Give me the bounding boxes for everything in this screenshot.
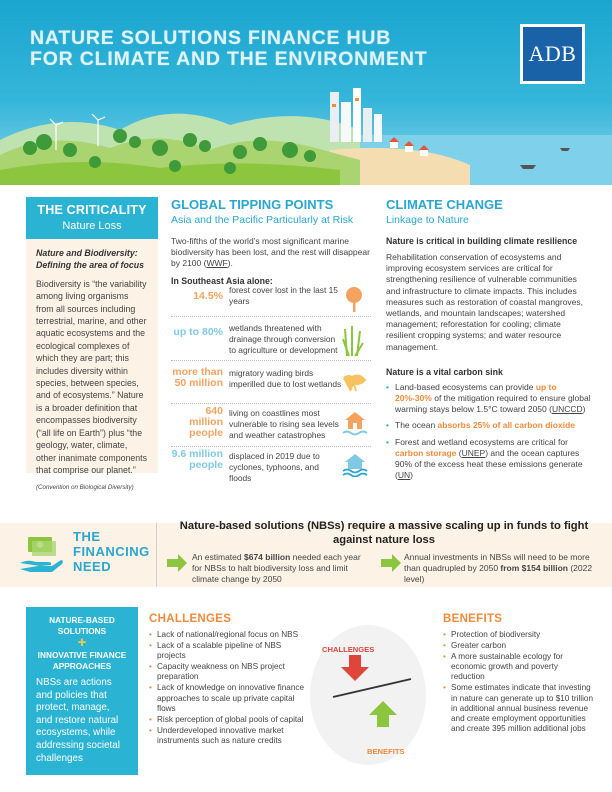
financing-left-text: An estimated $674 billion needed each year for NBSs to halt biodiversity loss and limit climate change by 2050 — [192, 552, 361, 584]
reeds-icon — [341, 325, 365, 357]
tipping-intro: Two-fifths of the world’s most significant marine biodiversity has been lost, and the rest will disappear by 2100 (WWF). — [171, 236, 370, 268]
carbon-item: • The ocean absorbs 25% of all carbon dioxide — [386, 420, 592, 431]
tipping-title: GLOBAL TIPPING POINTS — [171, 197, 334, 212]
criticality-citation: (Convention on Biological Diversity) — [36, 484, 134, 492]
finance-heading: INNOVATIVE FINANCE APPROACHES — [37, 650, 127, 671]
stat-text: living on coastlines most vulnerable to rising sea levels and weather catastrophes — [229, 408, 339, 440]
benefit-item: • Some estimates indicate that investing in nature can generate up to $10 trillion in additional annual business revenue and create employment opportunities and create 395 million additional jobs — [443, 683, 593, 733]
stat-text: displaced in 2019 due to cyclones, typhoons, and floods — [229, 451, 320, 483]
scale-challenges-label: CHALLENGES — [322, 645, 375, 654]
financing-need-section — [0, 515, 612, 595]
un-link[interactable]: UN — [397, 470, 411, 481]
financing-title: Nature-based solutions (NBSs) require a massive scaling up in funds to fight against nature loss — [179, 520, 589, 546]
plus-icon: + — [77, 634, 87, 651]
nbs-heading: NATURE-BASED SOLUTIONS — [49, 615, 115, 636]
header-banner — [0, 0, 612, 185]
carbon-item: • Forest and wetland ecosystems are critical for carbon storage (UNEP) and the ocean captures 90% of the excess heat these emissions generate (UN) — [386, 437, 592, 482]
carbon-list — [386, 382, 592, 482]
benefit-item: • Protection of biodiversity — [443, 630, 593, 640]
unccd-link[interactable]: UNCCD — [551, 404, 583, 415]
challenge-item: • Lack of national/regional focus on NBS — [149, 630, 309, 640]
wwf-link[interactable]: WWF — [206, 258, 228, 268]
tipping-points-section — [171, 197, 371, 286]
criticality-title: THE CRITICALITY — [37, 203, 147, 217]
title-line-1: NATURE SOLUTIONS FINANCE HUB — [30, 27, 392, 49]
challenge-item: • Risk perception of global pools of capital — [149, 715, 309, 725]
stat-value: 14.5% — [193, 290, 223, 302]
challenge-item: • Underdeveloped innovative market instruments such as nature credits — [149, 726, 309, 746]
balance-line — [333, 679, 411, 697]
criticality-header — [26, 197, 158, 239]
title-line-2: FOR CLIMATE AND THE ENVIRONMENT — [30, 48, 428, 70]
house-wave-icon — [341, 408, 369, 436]
carbon-item: • Land-based ecosystems can provide up to 20%-30% of the mitigation required to ensure global warming stays below 1.5°C toward 2050 (UNCCD) — [386, 382, 592, 416]
city-skyline — [330, 88, 382, 142]
climate-subtitle: Linkage to Nature — [386, 214, 469, 226]
climate-title: CLIMATE CHANGE — [386, 197, 503, 212]
benefits-list — [443, 630, 593, 735]
tree-icon — [341, 285, 367, 313]
nbs-panel — [26, 607, 138, 775]
stat-value: more than 50 million — [172, 366, 223, 389]
challenge-item: • Lack of a scalable pipeline of NBS projects — [149, 641, 309, 661]
financing-right-text: Annual investments in NBSs will need to be more than quadrupled by 2050 from $154 billion (2022 level) — [404, 552, 593, 584]
benefit-item: • A more sustainable ecology for economic growth and poverty reduction — [443, 652, 593, 682]
adb-logo-text: ADB — [523, 27, 582, 81]
stat-text: wetlands threatened with drainage through conversion to agriculture or development — [229, 323, 338, 355]
climate-change-section — [386, 197, 592, 486]
stats-list — [171, 283, 371, 483]
page-title — [30, 28, 427, 70]
climate-heading-carbon: Nature is a vital carbon sink — [386, 366, 503, 377]
criticality-subheading: Nature and Biodiversity: Defining the area of focus — [36, 248, 145, 271]
tipping-subtitle: Asia and the Pacific Particularly at Risk — [171, 214, 354, 226]
challenges-title: CHALLENGES — [149, 613, 232, 625]
stat-value: 640 million people — [189, 405, 223, 439]
stat-value: up to 80% — [173, 326, 223, 338]
benefit-item: • Greater carbon — [443, 641, 593, 651]
climate-heading-resilience: Nature is critical in building climate resilience — [386, 236, 578, 246]
arrow-right-icon — [166, 553, 188, 573]
criticality-body: Biodiversity is “the variability among living organisms from all sources including terrestrial, marine, and other aquatic ecosystems and the ecological complexes of which they are part; this includes diversity within species, between species, and of ecosystems.” Nature is a broader definition that encompasses biodiversity (“all life on Earth”) plus “the geology, water, climate, other inanimate components that comprise our planet.” — [36, 278, 148, 475]
criticality-panel — [26, 197, 158, 492]
challenges-list — [149, 630, 309, 747]
financing-label: THE FINANCING NEED — [73, 529, 150, 574]
stat-value: 9.6 million people — [171, 448, 223, 471]
scale-arrows — [315, 655, 420, 745]
climate-paragraph: Rehabilitation conservation of ecosystems and improving ecosystem services are critical for strengthening resilience of vulnerable communities and infrastructure to climate impacts. This includes measures such as restoration of coastal mangroves, wetlands, and mountain landscapes; watershed management; reforestation for cooling; climate resilient cropping systems; and water resource management. — [386, 252, 584, 352]
money-hand-icon — [18, 533, 64, 577]
challenge-item: • Lack of knowledge on innovative finance approaches to scale up private capital flows — [149, 683, 309, 713]
benefits-title: BENEFITS — [443, 613, 503, 625]
bird-icon — [341, 367, 369, 395]
arrow-down-icon — [341, 655, 369, 681]
stat-text: forest cover lost in the last 15 years — [229, 285, 338, 306]
arrow-up-icon — [369, 701, 397, 727]
stat-item — [171, 448, 371, 496]
adb-logo[interactable] — [520, 24, 585, 84]
scale-benefits-label: BENEFITS — [367, 747, 405, 756]
flood-house-icon — [341, 451, 369, 477]
stat-text: migratory wading birds imperilled due to lost wetlands — [229, 368, 342, 389]
criticality-subtitle: Nature Loss — [62, 220, 122, 232]
nbs-description: NBSs are actions and policies that protect, manage, and restore natural ecosystems, while addressing societal challenges — [36, 677, 120, 764]
challenge-item: • Capacity weakness on NBS project preparation — [149, 662, 309, 682]
arrow-right-icon — [380, 553, 402, 573]
unep-link[interactable]: UNEP — [461, 447, 486, 458]
landscape-illustration — [0, 70, 612, 185]
sea-heading: In Southeast Asia alone: — [171, 276, 273, 286]
